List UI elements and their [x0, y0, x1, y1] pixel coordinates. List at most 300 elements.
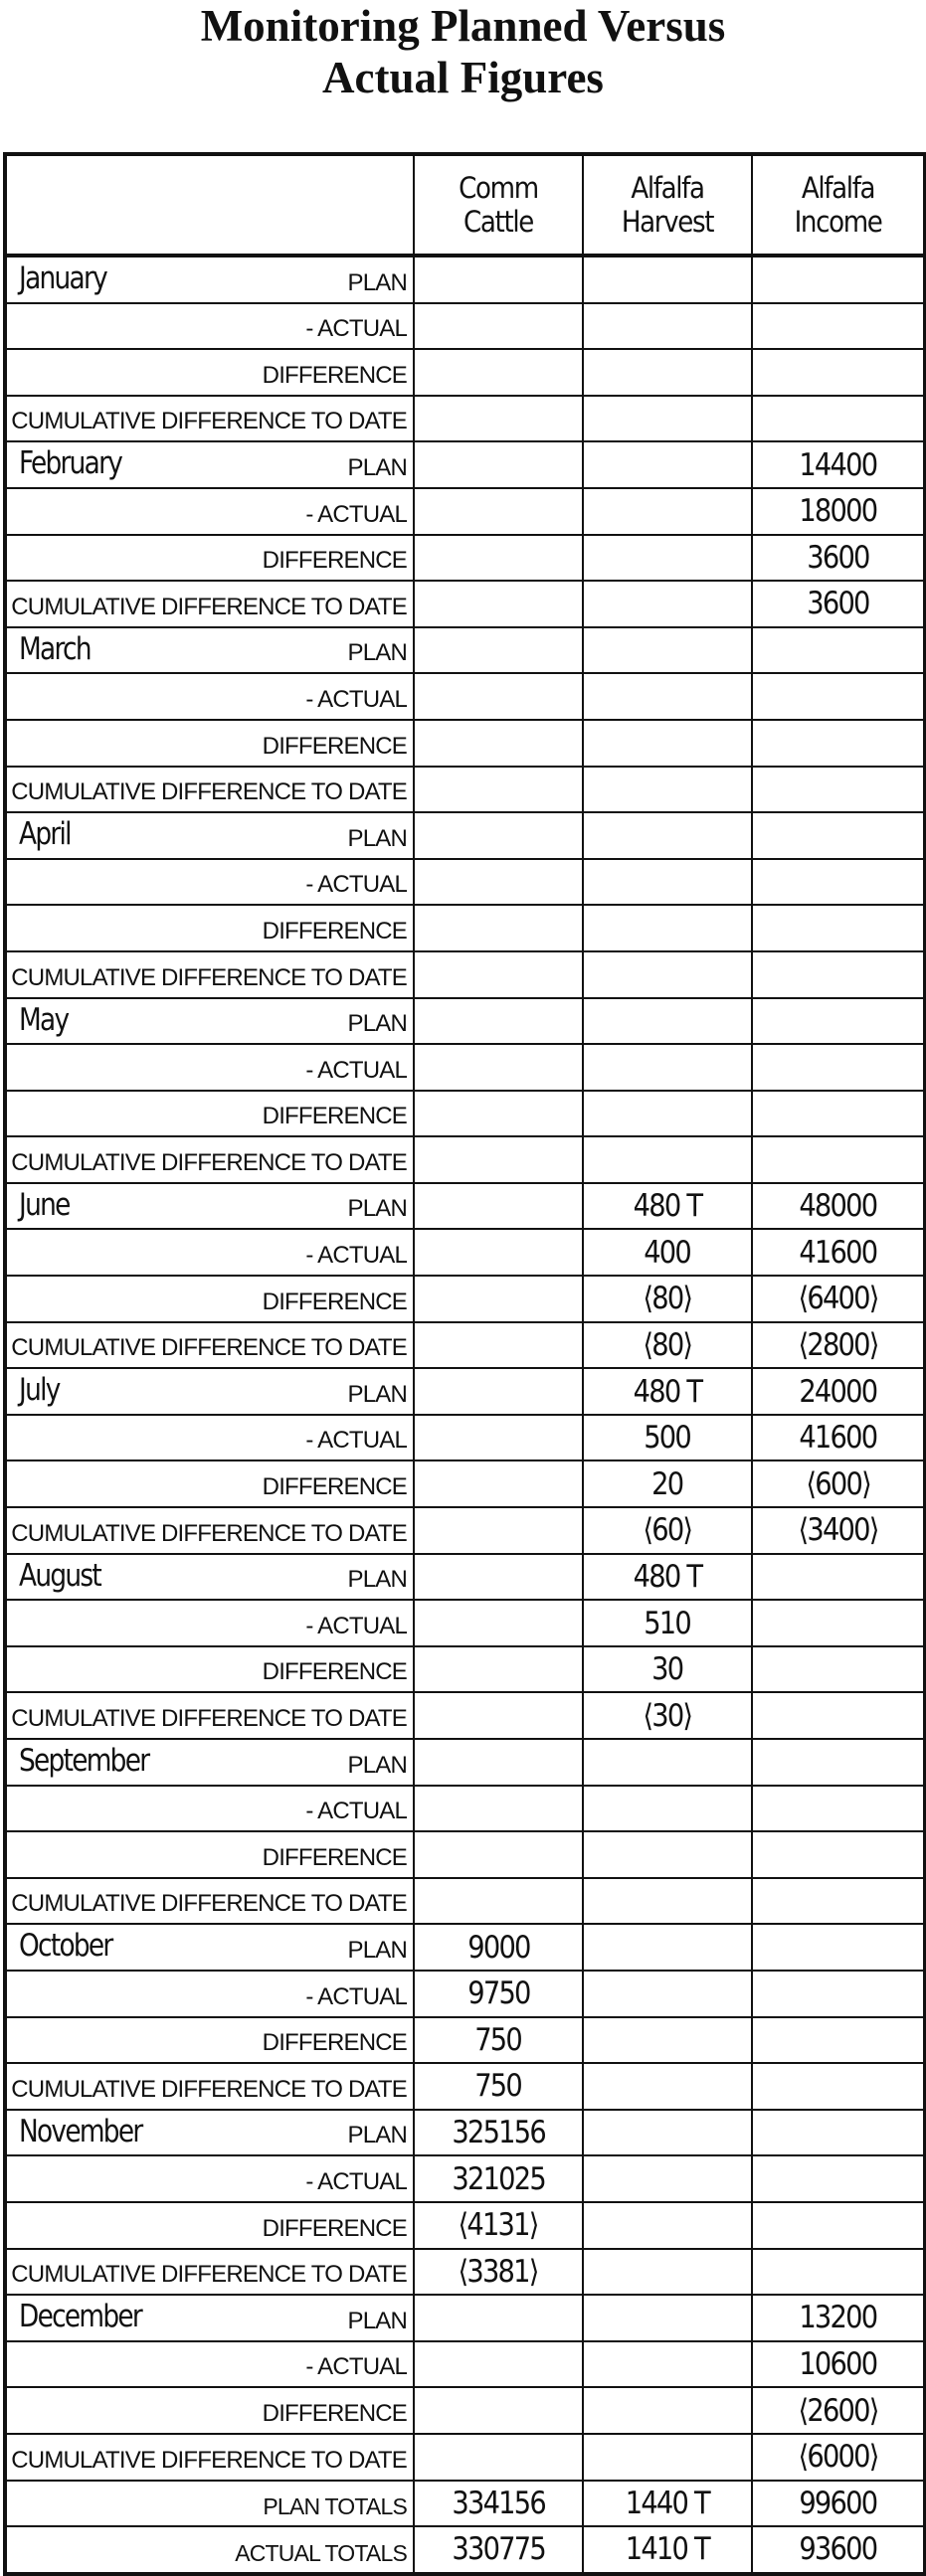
- cell-comm-cattle: [414, 1460, 583, 1507]
- cell-comm-cattle: [414, 627, 583, 674]
- cell-alfalfa-income: [752, 905, 925, 951]
- row-label-cell: [5, 1646, 414, 1693]
- cell-alfalfa-harvest: [583, 1507, 752, 1554]
- cell-value: 480 T: [633, 1558, 702, 1595]
- title-line-1: Monitoring Planned Versus: [200, 1, 726, 51]
- cell-alfalfa-income: [752, 2249, 925, 2296]
- table-row: [5, 1368, 925, 1415]
- row-label-cell: [5, 535, 414, 582]
- cell-comm-cattle: [414, 1786, 583, 1832]
- row-label-cumulative-difference: CUMULATIVE DIFFERENCE TO DATE: [11, 1890, 407, 1918]
- cell-comm-cattle: [414, 2434, 583, 2481]
- cell-alfalfa-income: [752, 488, 925, 535]
- table-row: [5, 1971, 925, 2017]
- cell-alfalfa-income: [752, 1971, 925, 2017]
- row-label-cell: [5, 2110, 414, 2156]
- row-label-cell: [5, 2202, 414, 2249]
- cell-alfalfa-income: [752, 535, 925, 582]
- cell-alfalfa-harvest: [583, 1368, 752, 1415]
- cell-comm-cattle: [414, 812, 583, 859]
- row-label-difference: DIFFERENCE: [262, 1103, 407, 1130]
- cell-value: ⟨600⟩: [806, 1465, 870, 1502]
- row-label-actual: - ACTUAL: [305, 500, 407, 528]
- cell-value: ⟨30⟩: [643, 1697, 692, 1734]
- cell-alfalfa-harvest: [583, 535, 752, 582]
- total-comm-cattle: [414, 2481, 583, 2527]
- cell-alfalfa-harvest: [583, 859, 752, 906]
- totals-label: ACTUAL TOTALS: [235, 2539, 407, 2566]
- cell-value: 24000: [799, 1373, 877, 1410]
- row-label-cell: [5, 951, 414, 998]
- table-row: [5, 1507, 925, 1554]
- cell-value: ⟨3400⟩: [798, 1512, 878, 1549]
- month-label: November: [19, 2113, 142, 2149]
- totals-label-cell: [5, 2526, 414, 2574]
- row-label-cell: [5, 488, 414, 535]
- cell-value: ⟨4131⟩: [458, 2207, 539, 2244]
- cell-comm-cattle: [414, 2017, 583, 2064]
- row-label-cell: [5, 2249, 414, 2296]
- table-row: [5, 2155, 925, 2202]
- totals-label-cell: [5, 2481, 414, 2527]
- row-label-cumulative-difference: CUMULATIVE DIFFERENCE TO DATE: [11, 408, 407, 435]
- cell-alfalfa-harvest: [583, 396, 752, 442]
- row-label-cell: [5, 256, 414, 303]
- cell-value: 400: [644, 1234, 691, 1271]
- cell-alfalfa-income: [752, 720, 925, 767]
- row-label-cumulative-difference: CUMULATIVE DIFFERENCE TO DATE: [11, 1519, 407, 1547]
- row-label-cell: [5, 2017, 414, 2064]
- table-row: [5, 1183, 925, 1230]
- cell-alfalfa-harvest: [583, 1600, 752, 1646]
- row-label-cumulative-difference: CUMULATIVE DIFFERENCE TO DATE: [11, 778, 407, 806]
- row-label-cell: [5, 1091, 414, 1137]
- cell-alfalfa-harvest: [583, 2155, 752, 2202]
- row-label-cell: [5, 2434, 414, 2481]
- row-label-cumulative-difference: CUMULATIVE DIFFERENCE TO DATE: [11, 2261, 407, 2289]
- cell-alfalfa-harvest: [583, 1692, 752, 1739]
- table-row: [5, 951, 925, 998]
- cell-comm-cattle: [414, 441, 583, 488]
- cell-alfalfa-harvest: [583, 1091, 752, 1137]
- cell-comm-cattle: [414, 1646, 583, 1693]
- cell-alfalfa-income: [752, 396, 925, 442]
- row-label-difference: DIFFERENCE: [262, 732, 407, 760]
- row-label-cell: [5, 1276, 414, 1322]
- table-row: [5, 2110, 925, 2156]
- cell-value: 48000: [799, 1188, 877, 1225]
- row-label-plan: PLAN: [347, 1936, 407, 1964]
- row-label-actual: - ACTUAL: [305, 1612, 407, 1639]
- row-label-difference: DIFFERENCE: [262, 1843, 407, 1871]
- cell-value: 13200: [799, 2300, 877, 2336]
- cell-alfalfa-harvest: [583, 1971, 752, 2017]
- cell-value: ⟨6400⟩: [798, 1281, 878, 1317]
- cell-alfalfa-income: [752, 1183, 925, 1230]
- cell-alfalfa-income: [752, 2434, 925, 2481]
- table-row: [5, 2249, 925, 2296]
- cell-value: 18000: [799, 493, 877, 530]
- cell-alfalfa-income: [752, 1507, 925, 1554]
- row-label-cell: [5, 1044, 414, 1091]
- title-line-2: Actual Figures: [322, 53, 604, 102]
- cell-value: 10600: [799, 2346, 877, 2383]
- cell-comm-cattle: [414, 1415, 583, 1461]
- cell-alfalfa-harvest: [583, 256, 752, 303]
- row-label-cumulative-difference: CUMULATIVE DIFFERENCE TO DATE: [11, 963, 407, 991]
- cell-alfalfa-income: [752, 859, 925, 906]
- cell-alfalfa-harvest: [583, 1831, 752, 1878]
- row-label-plan: PLAN: [347, 1195, 407, 1223]
- table-row: [5, 767, 925, 813]
- month-label: August: [19, 1557, 101, 1594]
- cell-comm-cattle: [414, 1924, 583, 1971]
- cell-value: ⟨80⟩: [643, 1326, 692, 1363]
- cell-comm-cattle: [414, 1739, 583, 1786]
- table-row: [5, 1831, 925, 1878]
- cell-alfalfa-income: [752, 951, 925, 998]
- cell-comm-cattle: [414, 1971, 583, 2017]
- cell-alfalfa-harvest: [583, 951, 752, 998]
- cell-comm-cattle: [414, 951, 583, 998]
- cell-comm-cattle: [414, 303, 583, 350]
- row-label-cell: [5, 627, 414, 674]
- table-row: [5, 1415, 925, 1461]
- cell-alfalfa-income: [752, 349, 925, 396]
- cell-alfalfa-income: [752, 1322, 925, 1369]
- cell-alfalfa-harvest: [583, 720, 752, 767]
- row-label-cell: [5, 767, 414, 813]
- cell-alfalfa-harvest: [583, 1554, 752, 1601]
- month-label: April: [19, 816, 71, 853]
- cell-comm-cattle: [414, 2249, 583, 2296]
- cell-alfalfa-harvest: [583, 1136, 752, 1183]
- row-label-cell: [5, 1183, 414, 1230]
- row-label-difference: DIFFERENCE: [262, 1473, 407, 1501]
- cell-value: 41600: [799, 1234, 877, 1271]
- page-title: [0, 0, 926, 103]
- row-label-cell: [5, 1368, 414, 1415]
- cell-value: 9000: [466, 1929, 530, 1966]
- row-label-actual: - ACTUAL: [305, 1242, 407, 1270]
- cell-alfalfa-income: [752, 627, 925, 674]
- cell-alfalfa-income: [752, 1739, 925, 1786]
- cell-alfalfa-harvest: [583, 1646, 752, 1693]
- header-blank: [26, 154, 394, 256]
- cell-alfalfa-income: [752, 1878, 925, 1925]
- totals-row: [5, 2481, 925, 2527]
- row-label-difference: DIFFERENCE: [262, 2214, 407, 2242]
- cell-alfalfa-income: [752, 441, 925, 488]
- cell-alfalfa-income: [752, 2341, 925, 2388]
- cell-alfalfa-harvest: [583, 2249, 752, 2296]
- total-value: 1440 T: [625, 2485, 710, 2521]
- cell-comm-cattle: [414, 1507, 583, 1554]
- row-label-cell: [5, 1136, 414, 1183]
- table-row: [5, 349, 925, 396]
- cell-alfalfa-harvest: [583, 2434, 752, 2481]
- cell-comm-cattle: [414, 581, 583, 627]
- cell-alfalfa-harvest: [583, 1924, 752, 1971]
- cell-comm-cattle: [414, 905, 583, 951]
- table-row: [5, 1460, 925, 1507]
- total-value: 93600: [799, 2531, 877, 2568]
- total-value: 334156: [452, 2485, 545, 2521]
- cell-alfalfa-harvest: [583, 1786, 752, 1832]
- cell-value: 325156: [452, 2115, 545, 2151]
- cell-alfalfa-income: [752, 2202, 925, 2249]
- row-label-cumulative-difference: CUMULATIVE DIFFERENCE TO DATE: [11, 1148, 407, 1176]
- table-row: [5, 1924, 925, 1971]
- cell-alfalfa-income: [752, 1554, 925, 1601]
- row-label-cell: [5, 2387, 414, 2434]
- row-label-plan: PLAN: [347, 2122, 407, 2149]
- table-row: [5, 1739, 925, 1786]
- cell-alfalfa-harvest: [583, 2110, 752, 2156]
- row-label-cell: [5, 812, 414, 859]
- cell-comm-cattle: [414, 673, 583, 720]
- cell-value: 321025: [452, 2160, 545, 2197]
- row-label-cell: [5, 1692, 414, 1739]
- month-label: December: [19, 2299, 142, 2335]
- cell-value: ⟨80⟩: [643, 1281, 692, 1317]
- cell-value: 20: [651, 1465, 683, 1502]
- cell-alfalfa-harvest: [583, 1415, 752, 1461]
- row-label-cumulative-difference: CUMULATIVE DIFFERENCE TO DATE: [11, 2446, 407, 2474]
- cell-alfalfa-harvest: [583, 2295, 752, 2341]
- table-row: [5, 2017, 925, 2064]
- table-row: [5, 303, 925, 350]
- cell-alfalfa-harvest: [583, 905, 752, 951]
- table-row: [5, 1229, 925, 1276]
- table-row: [5, 396, 925, 442]
- cell-value: ⟨6000⟩: [798, 2439, 878, 2476]
- cell-alfalfa-harvest: [583, 1044, 752, 1091]
- cell-alfalfa-harvest: [583, 1322, 752, 1369]
- cell-comm-cattle: [414, 2155, 583, 2202]
- table-row: [5, 1878, 925, 1925]
- row-label-cell: [5, 1229, 414, 1276]
- table-row: [5, 1044, 925, 1091]
- table-row: [5, 720, 925, 767]
- cell-comm-cattle: [414, 2387, 583, 2434]
- cell-value: 750: [474, 2021, 522, 2058]
- row-label-cell: [5, 1322, 414, 1369]
- row-label-plan: PLAN: [347, 2307, 407, 2334]
- row-label-cell: [5, 1460, 414, 1507]
- cell-value: ⟨3381⟩: [458, 2253, 539, 2290]
- cell-comm-cattle: [414, 488, 583, 535]
- cell-alfalfa-income: [752, 2155, 925, 2202]
- row-label-plan: PLAN: [347, 268, 407, 296]
- cell-value: 14400: [799, 446, 877, 483]
- cell-alfalfa-income: [752, 303, 925, 350]
- row-label-cell: [5, 1924, 414, 1971]
- table-row: [5, 2295, 925, 2341]
- cell-alfalfa-harvest: [583, 998, 752, 1045]
- cell-comm-cattle: [414, 535, 583, 582]
- total-alfalfa-harvest: [583, 2481, 752, 2527]
- row-label-difference: DIFFERENCE: [262, 1658, 407, 1686]
- row-label-cell: [5, 905, 414, 951]
- table-row: [5, 1322, 925, 1369]
- month-label: January: [19, 260, 107, 296]
- table-row: [5, 535, 925, 582]
- cell-alfalfa-income: [752, 1692, 925, 1739]
- row-label-difference: DIFFERENCE: [262, 361, 407, 389]
- column-header-alfalfa-income: Alfalfa Income: [761, 154, 917, 256]
- row-label-cumulative-difference: CUMULATIVE DIFFERENCE TO DATE: [11, 1334, 407, 1362]
- cell-alfalfa-income: [752, 1229, 925, 1276]
- cell-alfalfa-harvest: [583, 1276, 752, 1322]
- month-label: October: [19, 1928, 112, 1965]
- row-label-cell: [5, 1971, 414, 2017]
- cell-alfalfa-income: [752, 1091, 925, 1137]
- table-row: [5, 1091, 925, 1137]
- cell-alfalfa-harvest: [583, 2202, 752, 2249]
- row-label-difference: DIFFERENCE: [262, 917, 407, 945]
- table-row: [5, 627, 925, 674]
- cell-comm-cattle: [414, 1831, 583, 1878]
- row-label-cell: [5, 1554, 414, 1601]
- cell-alfalfa-harvest: [583, 441, 752, 488]
- row-label-difference: DIFFERENCE: [262, 1288, 407, 1315]
- cell-alfalfa-income: [752, 1368, 925, 1415]
- cell-alfalfa-income: [752, 1831, 925, 1878]
- cell-alfalfa-harvest: [583, 2017, 752, 2064]
- cell-comm-cattle: [414, 1091, 583, 1137]
- cell-value: 480 T: [633, 1188, 702, 1225]
- cell-comm-cattle: [414, 1600, 583, 1646]
- row-label-cumulative-difference: CUMULATIVE DIFFERENCE TO DATE: [11, 593, 407, 620]
- row-label-cell: [5, 1415, 414, 1461]
- row-label-plan: PLAN: [347, 1010, 407, 1038]
- cell-value: 30: [651, 1651, 683, 1688]
- cell-comm-cattle: [414, 859, 583, 906]
- row-label-difference: DIFFERENCE: [262, 547, 407, 575]
- row-label-cell: [5, 2155, 414, 2202]
- cell-alfalfa-harvest: [583, 581, 752, 627]
- cell-alfalfa-income: [752, 2110, 925, 2156]
- row-label-cell: [5, 998, 414, 1045]
- cell-comm-cattle: [414, 2110, 583, 2156]
- row-label-actual: - ACTUAL: [305, 315, 407, 343]
- cell-comm-cattle: [414, 1229, 583, 1276]
- cell-alfalfa-income: [752, 256, 925, 303]
- cell-comm-cattle: [414, 1368, 583, 1415]
- table-row: [5, 2387, 925, 2434]
- table-row: [5, 488, 925, 535]
- table-row: [5, 2341, 925, 2388]
- month-label: February: [19, 445, 122, 482]
- cell-comm-cattle: [414, 396, 583, 442]
- cell-value: ⟨2800⟩: [798, 1326, 878, 1363]
- cell-alfalfa-income: [752, 1924, 925, 1971]
- cell-alfalfa-income: [752, 1276, 925, 1322]
- row-label-plan: PLAN: [347, 639, 407, 667]
- cell-alfalfa-income: [752, 2063, 925, 2110]
- table-row: [5, 581, 925, 627]
- row-label-actual: - ACTUAL: [305, 2167, 407, 2195]
- row-label-cell: [5, 441, 414, 488]
- table-row: [5, 2202, 925, 2249]
- cell-comm-cattle: [414, 998, 583, 1045]
- totals-row: [5, 2526, 925, 2574]
- row-label-cell: [5, 349, 414, 396]
- row-label-actual: - ACTUAL: [305, 1427, 407, 1455]
- table-row: [5, 1600, 925, 1646]
- cell-alfalfa-harvest: [583, 349, 752, 396]
- month-label: May: [19, 1001, 69, 1038]
- month-label: September: [19, 1743, 149, 1779]
- total-alfalfa-harvest: [583, 2526, 752, 2574]
- month-label: March: [19, 630, 91, 667]
- row-label-cell: [5, 1878, 414, 1925]
- cell-alfalfa-income: [752, 1044, 925, 1091]
- total-value: 99600: [799, 2485, 877, 2521]
- cell-alfalfa-income: [752, 1646, 925, 1693]
- cell-comm-cattle: [414, 1183, 583, 1230]
- cell-comm-cattle: [414, 256, 583, 303]
- table-row: [5, 859, 925, 906]
- cell-alfalfa-income: [752, 1786, 925, 1832]
- table-row: [5, 441, 925, 488]
- cell-comm-cattle: [414, 720, 583, 767]
- row-label-cell: [5, 581, 414, 627]
- cell-comm-cattle: [414, 349, 583, 396]
- cell-alfalfa-harvest: [583, 303, 752, 350]
- cell-alfalfa-harvest: [583, 2341, 752, 2388]
- row-label-difference: DIFFERENCE: [262, 2399, 407, 2427]
- cell-alfalfa-harvest: [583, 1229, 752, 1276]
- cell-alfalfa-income: [752, 998, 925, 1045]
- cell-alfalfa-income: [752, 1600, 925, 1646]
- row-label-plan: PLAN: [347, 824, 407, 852]
- cell-value: 500: [644, 1420, 691, 1457]
- cell-comm-cattle: [414, 1136, 583, 1183]
- monitoring-table: [3, 152, 926, 2576]
- row-label-plan: PLAN: [347, 1566, 407, 1594]
- row-label-cell: [5, 1739, 414, 1786]
- cell-value: 9750: [466, 1975, 530, 2012]
- total-value: 1410 T: [625, 2531, 710, 2568]
- cell-alfalfa-income: [752, 812, 925, 859]
- table-row: [5, 998, 925, 1045]
- row-label-cell: [5, 2341, 414, 2388]
- cell-alfalfa-harvest: [583, 673, 752, 720]
- cell-value: ⟨2600⟩: [798, 2392, 878, 2429]
- row-label-actual: - ACTUAL: [305, 1798, 407, 1825]
- cell-alfalfa-harvest: [583, 2387, 752, 2434]
- cell-comm-cattle: [414, 2202, 583, 2249]
- cell-comm-cattle: [414, 1692, 583, 1739]
- cell-alfalfa-income: [752, 1415, 925, 1461]
- row-label-plan: PLAN: [347, 453, 407, 481]
- table-row: [5, 1692, 925, 1739]
- cell-alfalfa-harvest: [583, 488, 752, 535]
- cell-alfalfa-harvest: [583, 1183, 752, 1230]
- table-row: [5, 812, 925, 859]
- cell-comm-cattle: [414, 1044, 583, 1091]
- cell-comm-cattle: [414, 2063, 583, 2110]
- table-row: [5, 905, 925, 951]
- row-label-cell: [5, 396, 414, 442]
- row-label-actual: - ACTUAL: [305, 1982, 407, 2010]
- cell-alfalfa-income: [752, 2017, 925, 2064]
- row-label-plan: PLAN: [347, 1380, 407, 1408]
- cell-alfalfa-harvest: [583, 627, 752, 674]
- cell-value: 3600: [807, 539, 869, 576]
